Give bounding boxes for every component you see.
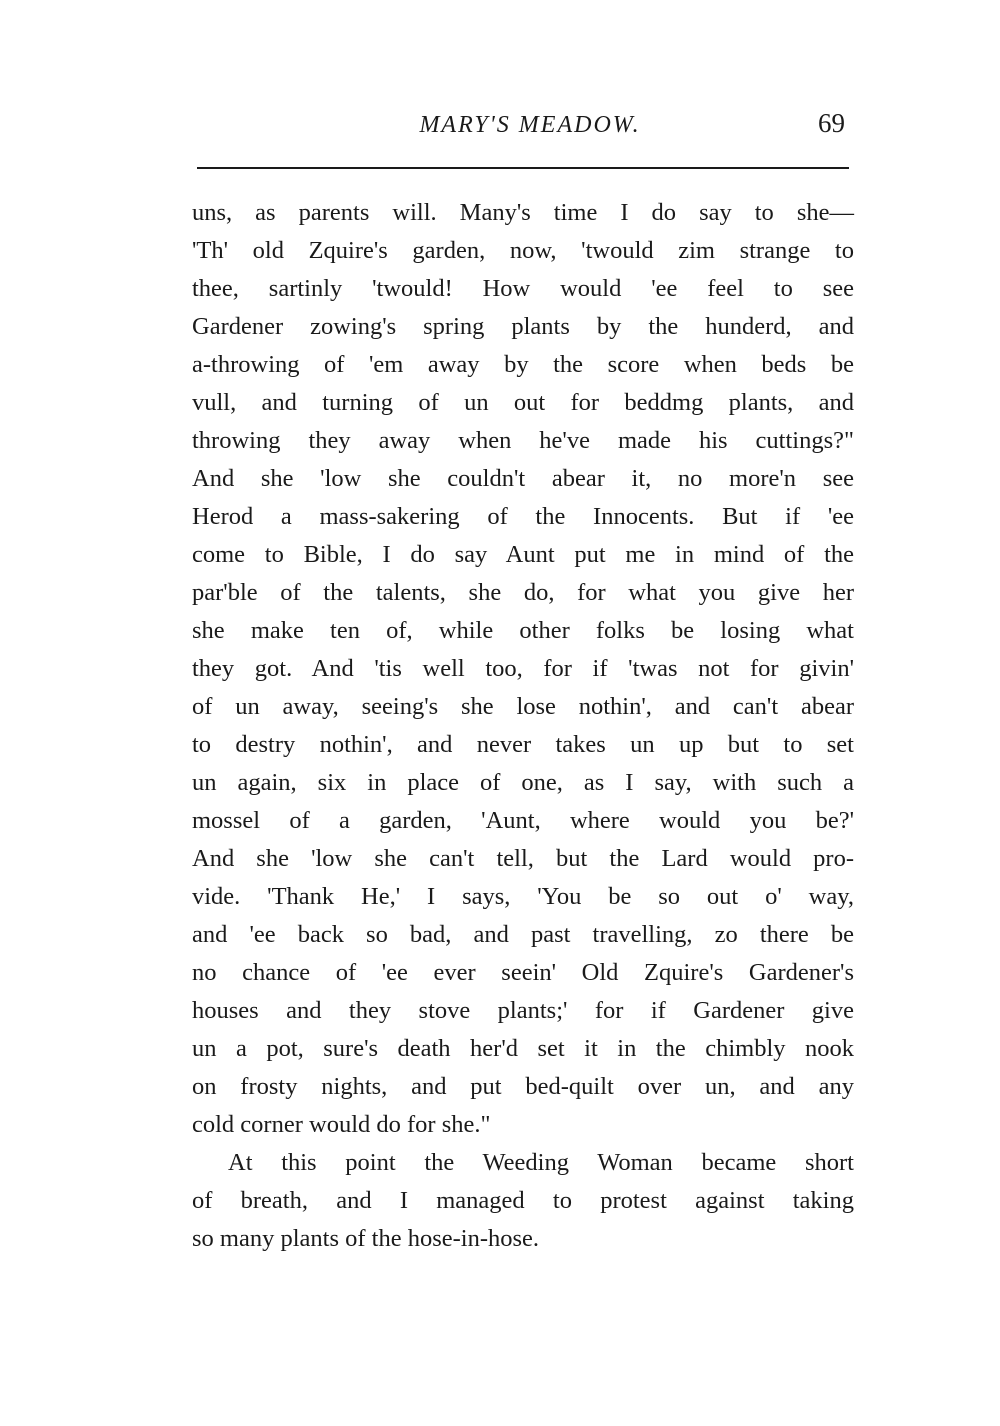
text-line: And she 'low she can't tell, but the Lard would pro- xyxy=(192,845,854,872)
text-line: 'Th' old Zquire's garden, now, 'twould zim strange to xyxy=(192,237,854,264)
text-line: to destry nothin', and never takes un up but to set xyxy=(192,731,854,758)
running-head xyxy=(197,108,849,148)
text-line: vide. 'Thank He,' I says, 'You be so out o' way, xyxy=(192,883,854,910)
text-line: of breath, and I managed to protest against taking xyxy=(192,1187,854,1214)
text-line: mossel of a garden, 'Aunt, where would you be?' xyxy=(192,807,854,834)
text-line: un a pot, sure's death her'd set it in the chimbly nook xyxy=(192,1035,854,1062)
text-line: par'ble of the talents, she do, for what you give her xyxy=(192,579,854,606)
text-line: cold corner would do for she." xyxy=(192,1111,491,1138)
header-rule xyxy=(197,167,849,169)
text-line: thee, sartinly 'twould! How would 'ee feel to see xyxy=(192,275,854,302)
running-title: MARY'S MEADOW. xyxy=(419,112,641,138)
text-line: so many plants of the hose-in-hose. xyxy=(192,1225,540,1252)
text-line: a-throwing of 'em away by the score when beds be xyxy=(192,351,854,378)
text-line: on frosty nights, and put bed-quilt over un, and any xyxy=(192,1073,854,1100)
text-line: houses and they stove plants;' for if Gardener give xyxy=(192,997,854,1024)
paragraph xyxy=(192,1144,854,1258)
body-text xyxy=(192,194,854,1258)
text-line: uns, as parents will. Many's time I do say to she— xyxy=(192,199,854,226)
text-line: they got. And 'tis well too, for if 'twas not for givin' xyxy=(192,655,854,682)
text-line: and 'ee back so bad, and past travelling, zo there be xyxy=(192,921,854,948)
text-line: no chance of 'ee ever seein' Old Zquire's Gardener's xyxy=(192,959,854,986)
text-line: At this point the Weeding Woman became short xyxy=(228,1149,854,1176)
page-number: 69 xyxy=(818,108,845,138)
paragraph xyxy=(192,194,854,1144)
text-line: And she 'low she couldn't abear it, no more'n see xyxy=(192,465,854,492)
text-line: Herod a mass-sakering of the Innocents. But if 'ee xyxy=(192,503,854,530)
text-line: come to Bible, I do say Aunt put me in mind of the xyxy=(192,541,854,568)
text-line: un again, six in place of one, as I say, with such a xyxy=(192,769,854,796)
text-line: she make ten of, while other folks be losing what xyxy=(192,617,854,644)
text-line: vull, and turning of un out for beddmg plants, and xyxy=(192,389,854,416)
text-line: Gardener zowing's spring plants by the hunderd, and xyxy=(192,313,854,340)
text-line: throwing they away when he've made his cuttings?" xyxy=(192,427,854,454)
text-line: of un away, seeing's she lose nothin', and can't abear xyxy=(192,693,854,720)
